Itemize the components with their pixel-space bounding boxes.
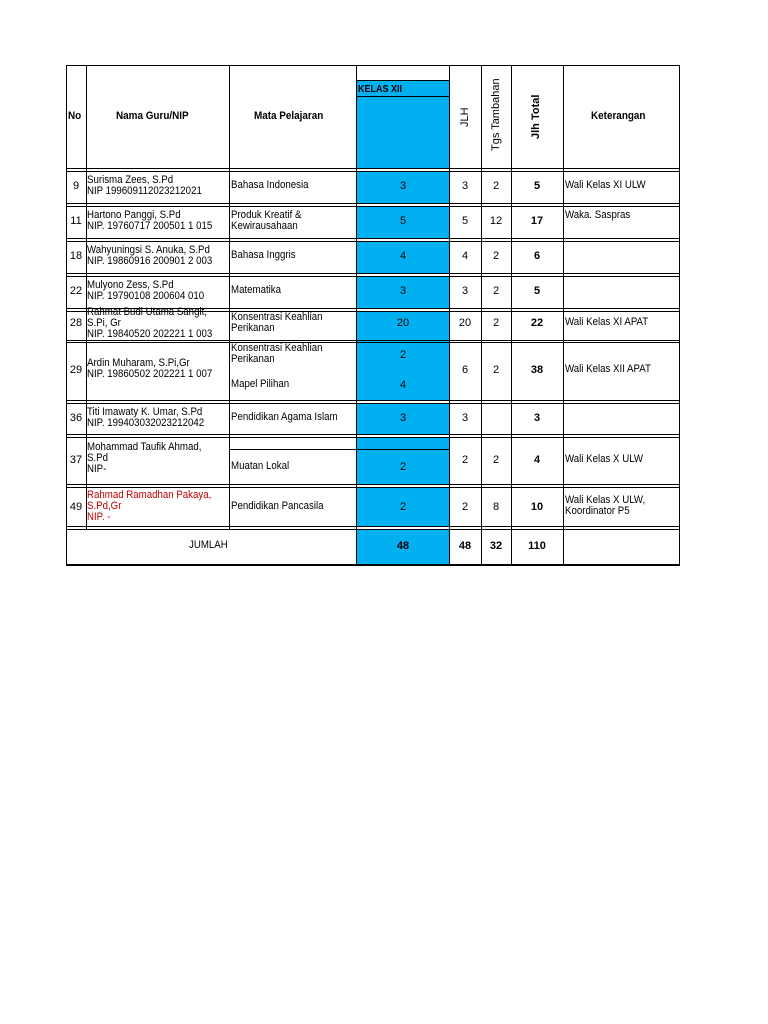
row-line (66, 171, 680, 172)
subject: Produk Kreatif & (231, 209, 302, 221)
border (66, 65, 67, 565)
col-line (511, 65, 512, 565)
remark: Wali Kelas X ULW, (565, 494, 646, 506)
kelas-value: 20 (396, 317, 410, 329)
row-line (66, 526, 680, 527)
row-line (66, 273, 680, 274)
header-tgs: Tgs Tambahan (490, 78, 502, 151)
tgs-value: 2 (492, 250, 500, 262)
teacher-nip: NIP. 199403032023212042 (87, 417, 205, 429)
total-label: JUMLAH (189, 539, 228, 551)
row-line (66, 340, 680, 341)
row-line (66, 203, 680, 204)
subject: Kewirausahaan (231, 220, 298, 232)
header-jlh: JLH (459, 107, 471, 127)
teacher-nip: NIP- (87, 463, 107, 475)
remark-cont: Koordinator P5 (565, 505, 630, 517)
jlh-value: 2 (461, 454, 469, 466)
row-line (66, 437, 680, 438)
remark: Wali Kelas XII APAT (565, 363, 651, 375)
row-no: 11 (70, 215, 82, 227)
col-line (356, 65, 357, 565)
row-no: 37 (69, 454, 83, 466)
jlh-value: 2 (461, 501, 469, 513)
row-line (66, 529, 680, 530)
jlh-value: 3 (461, 180, 469, 192)
subject: Perikanan (231, 322, 275, 334)
sub-line (229, 449, 449, 450)
teacher-nip: NIP. - (87, 511, 111, 523)
subject: Mapel Pilihan (231, 378, 290, 390)
total-value: 3 (533, 412, 541, 424)
teacher-nip: NIP. 19760717 200501 1 015 (87, 220, 213, 232)
remark: Wali Kelas X ULW (565, 453, 644, 465)
teacher-name: Titi Imawaty K. Umar, S.Pd (87, 406, 203, 418)
col-line (563, 65, 564, 565)
tgs-value: 12 (489, 215, 503, 227)
subject: Konsentrasi Keahlian (231, 311, 323, 323)
row-line (66, 484, 680, 485)
teacher-name: Rahmat Budi Utama Sangit, (87, 306, 207, 318)
header-total: Jlh Total (530, 94, 542, 139)
col-line (449, 65, 450, 565)
row-no: 36 (69, 412, 83, 424)
row-line (66, 276, 680, 277)
teacher-nip: NIP. 19840520 202221 1 003 (87, 328, 213, 340)
header-mapel: Mata Pelajaran (254, 110, 324, 122)
remark: Wali Kelas XI ULW (565, 179, 646, 191)
subject: Perikanan (231, 353, 275, 365)
row-no: 22 (69, 285, 83, 297)
teacher-name-cont: S.Pd,Gr (87, 500, 122, 512)
header-no: No (68, 110, 82, 122)
tgs-value: 2 (492, 364, 500, 376)
row-line (66, 487, 680, 488)
row-line (66, 434, 680, 435)
total-value: 10 (530, 501, 544, 513)
kelas-value: 3 (399, 412, 407, 424)
teacher-name: Rahmad Ramadhan Pakaya, (87, 489, 212, 501)
row-line (66, 403, 680, 404)
kelas-value: 2 (399, 501, 407, 513)
row-no: 18 (69, 250, 83, 262)
col-line (481, 65, 482, 565)
row-no: 28 (69, 317, 83, 329)
row-line (66, 238, 680, 239)
teacher-name: Mulyono Zess, S.Pd (87, 279, 174, 291)
total-value: 5 (533, 180, 541, 192)
teacher-name-cont: S.Pd (87, 452, 108, 464)
header-ket: Keterangan (591, 110, 646, 122)
subject: Matematika (231, 284, 282, 296)
teacher-name: Mohammad Taufik Ahmad, (87, 441, 202, 453)
kelas-value: 5 (399, 215, 407, 227)
jlh-value: 3 (461, 285, 469, 297)
row-line (66, 241, 680, 242)
remark: Waka. Saspras (565, 209, 631, 221)
kelas-value: 2 (399, 349, 407, 361)
header-kelas: KELAS XII (358, 84, 403, 95)
jlh-value: 4 (461, 250, 469, 262)
subject: Pendidikan Agama Islam (231, 411, 338, 423)
jlh-value: 5 (461, 215, 469, 227)
tgs-value: 2 (492, 180, 500, 192)
subject: Bahasa Inggris (231, 249, 296, 261)
total-jlh: 48 (458, 540, 472, 552)
row-no: 9 (72, 180, 80, 192)
subject: Konsentrasi Keahlian (231, 342, 323, 354)
jlh-value: 20 (458, 317, 472, 329)
teacher-name: Hartono Panggi, S.Pd (87, 209, 181, 221)
header-nama: Nama Guru/NIP (116, 110, 189, 122)
total-kelas: 48 (396, 540, 410, 552)
row-no: 29 (69, 364, 83, 376)
teacher-nip: NIP. 19860916 200901 2 003 (87, 255, 213, 267)
jlh-value: 6 (461, 364, 469, 376)
subject: Bahasa Indonesia (231, 179, 309, 191)
teacher-name: Surisma Zees, S.Pd (87, 174, 174, 186)
border (679, 65, 680, 565)
col-line (229, 65, 230, 530)
kelas-value: 4 (399, 250, 407, 262)
total-value: 6 (533, 250, 541, 262)
border (66, 564, 680, 566)
kelas-value: 3 (399, 285, 407, 297)
kelas-value: 4 (399, 379, 407, 391)
kelas-value: 2 (399, 461, 407, 473)
total-value: 4 (533, 454, 541, 466)
total-value: 17 (530, 215, 544, 227)
teacher-nip: NIP. 19860502 202221 1 007 (87, 368, 213, 380)
remark: Wali Kelas XI APAT (565, 316, 649, 328)
total-value: 5 (533, 285, 541, 297)
tgs-value: 8 (492, 501, 500, 513)
teacher-name-cont: S.Pi, Gr (87, 317, 121, 329)
teacher-name: Wahyuningsi S. Anuka, S.Pd (87, 244, 210, 256)
row-no: 49 (69, 501, 83, 513)
row-line (66, 400, 680, 401)
row-line (66, 342, 680, 343)
total-value: 38 (530, 364, 544, 376)
total-value: 22 (530, 317, 544, 329)
tgs-value: 2 (492, 285, 500, 297)
kelas-value: 3 (399, 180, 407, 192)
kelas-header-line (356, 96, 449, 97)
border (66, 65, 680, 66)
tgs-value: 2 (492, 317, 500, 329)
subject: Muatan Lokal (231, 460, 290, 472)
subject: Pendidikan Pancasila (231, 500, 324, 512)
kelas-header-line (356, 80, 449, 81)
row-line (66, 168, 680, 169)
jlh-value: 3 (461, 412, 469, 424)
total-grand: 110 (528, 540, 546, 552)
total-tgs: 32 (489, 540, 503, 552)
teacher-name: Ardin Muharam, S.Pi,Gr (87, 357, 190, 369)
teacher-nip: NIP 199609112023212021 (87, 185, 202, 197)
row-line (66, 206, 680, 207)
teacher-schedule-table (66, 65, 680, 565)
teacher-nip: NIP. 19790108 200604 010 (87, 290, 205, 302)
tgs-value: 2 (492, 454, 500, 466)
